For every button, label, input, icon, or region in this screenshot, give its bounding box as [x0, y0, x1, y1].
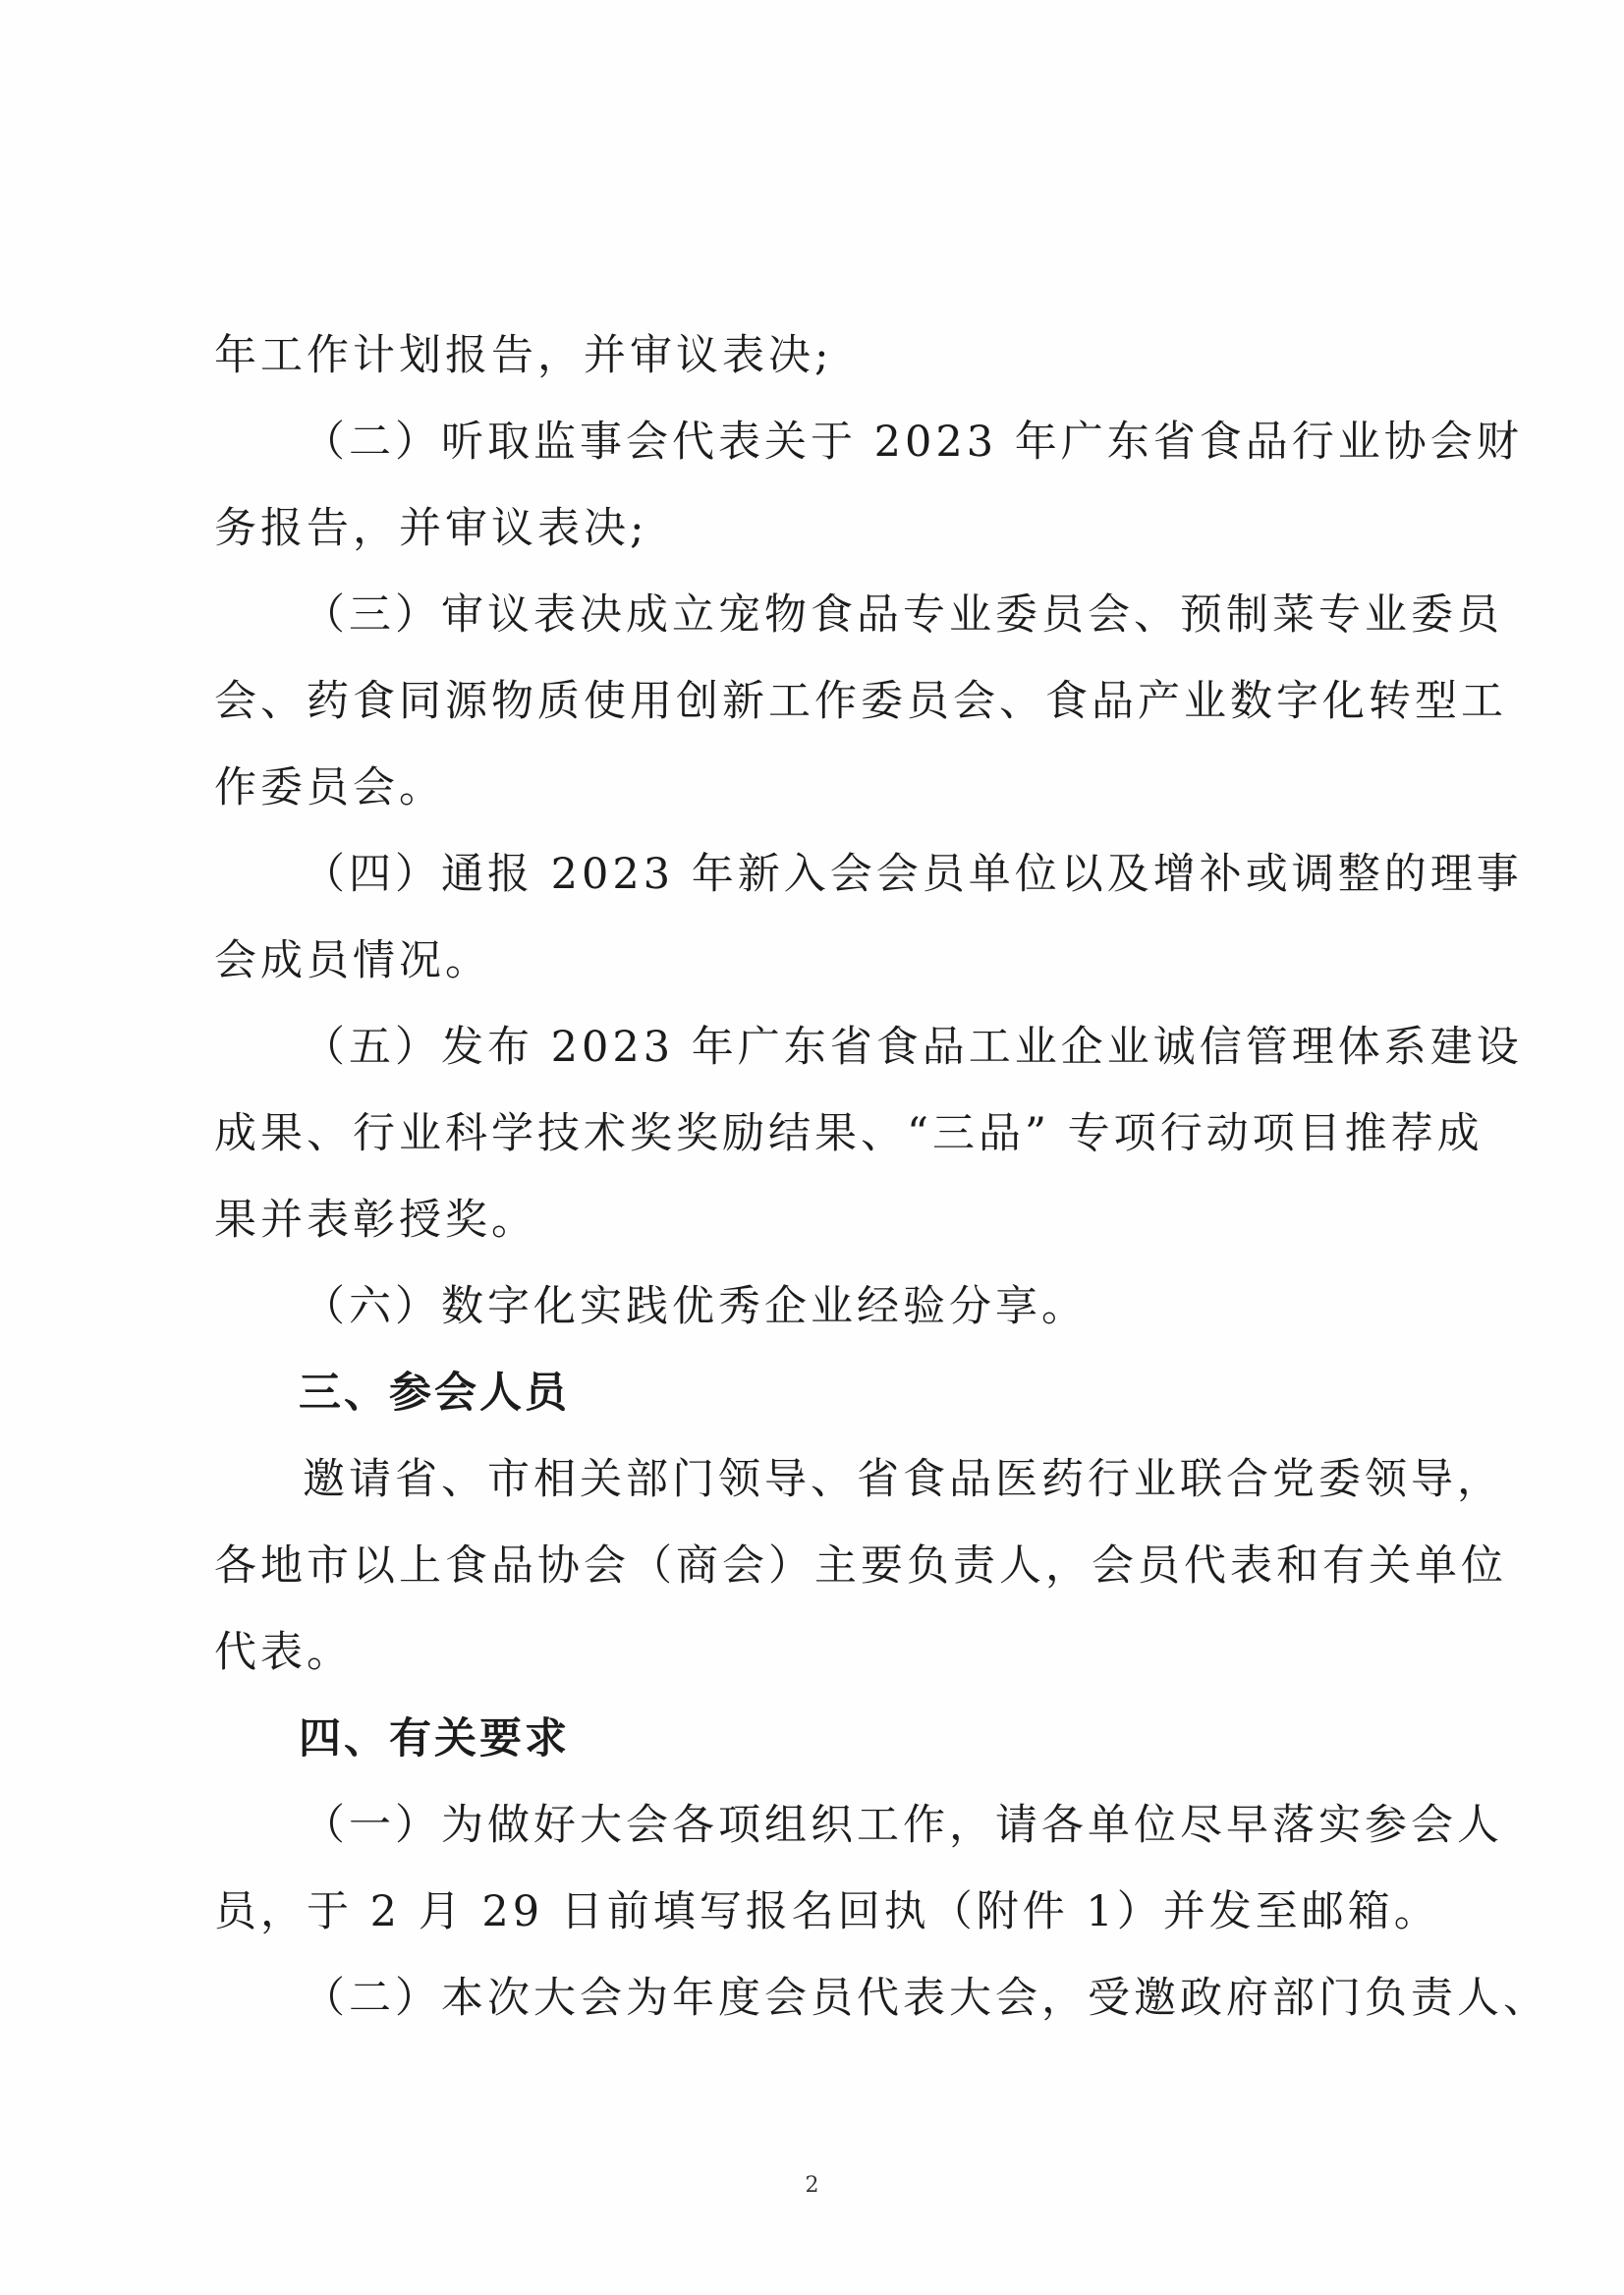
- body-line: 各地市以上食品协会（商会）主要负责人，会员代表和有关单位: [214, 1541, 1507, 1591]
- section-heading: 四、有关要求: [299, 1714, 570, 1763]
- body-line: 果并表彰授奖。: [214, 1196, 537, 1245]
- body-line: 员，于 2 月 29 日前填写报名回执（附件 1）并发至邮箱。: [214, 1887, 1440, 1936]
- body-line: 务报告，并审议表决;: [214, 504, 648, 553]
- body-line: （六）数字化实践优秀企业经验分享。: [303, 1282, 1088, 1331]
- body-line: 代表。: [214, 1628, 353, 1677]
- body-line: （二）听取监事会代表关于 2023 年广东省食品行业协会财: [303, 418, 1523, 467]
- body-line: （五）发布 2023 年广东省食品工业企业诚信管理体系建设: [303, 1023, 1523, 1072]
- body-line: 邀请省、市相关部门领导、省食品医药行业联合党委领导，: [303, 1455, 1503, 1504]
- body-line: 会成员情况。: [214, 936, 491, 985]
- body-line: （四）通报 2023 年新入会会员单位以及增补或调整的理事: [303, 850, 1523, 899]
- body-line: 成果、行业科学技术奖奖励结果、“三品” 专项行动项目推荐成: [214, 1109, 1484, 1158]
- body-line: （一）为做好大会各项组织工作，请各单位尽早落实参会人: [303, 1801, 1503, 1850]
- body-line: 会、药食同源物质使用创新工作委员会、食品产业数字化转型工: [214, 677, 1507, 726]
- body-line: （二）本次大会为年度会员代表大会，受邀政府部门负责人、: [303, 1974, 1549, 2023]
- body-line: 年工作计划报告，并审议表决;: [214, 331, 833, 380]
- document-body: [214, 312, 1549, 2042]
- body-line: 作委员会。: [214, 763, 445, 812]
- body-line: （三）审议表决成立宠物食品专业委员会、预制菜专业委员: [303, 590, 1503, 640]
- page-number: 2: [805, 2173, 819, 2198]
- section-heading: 三、参会人员: [299, 1369, 570, 1418]
